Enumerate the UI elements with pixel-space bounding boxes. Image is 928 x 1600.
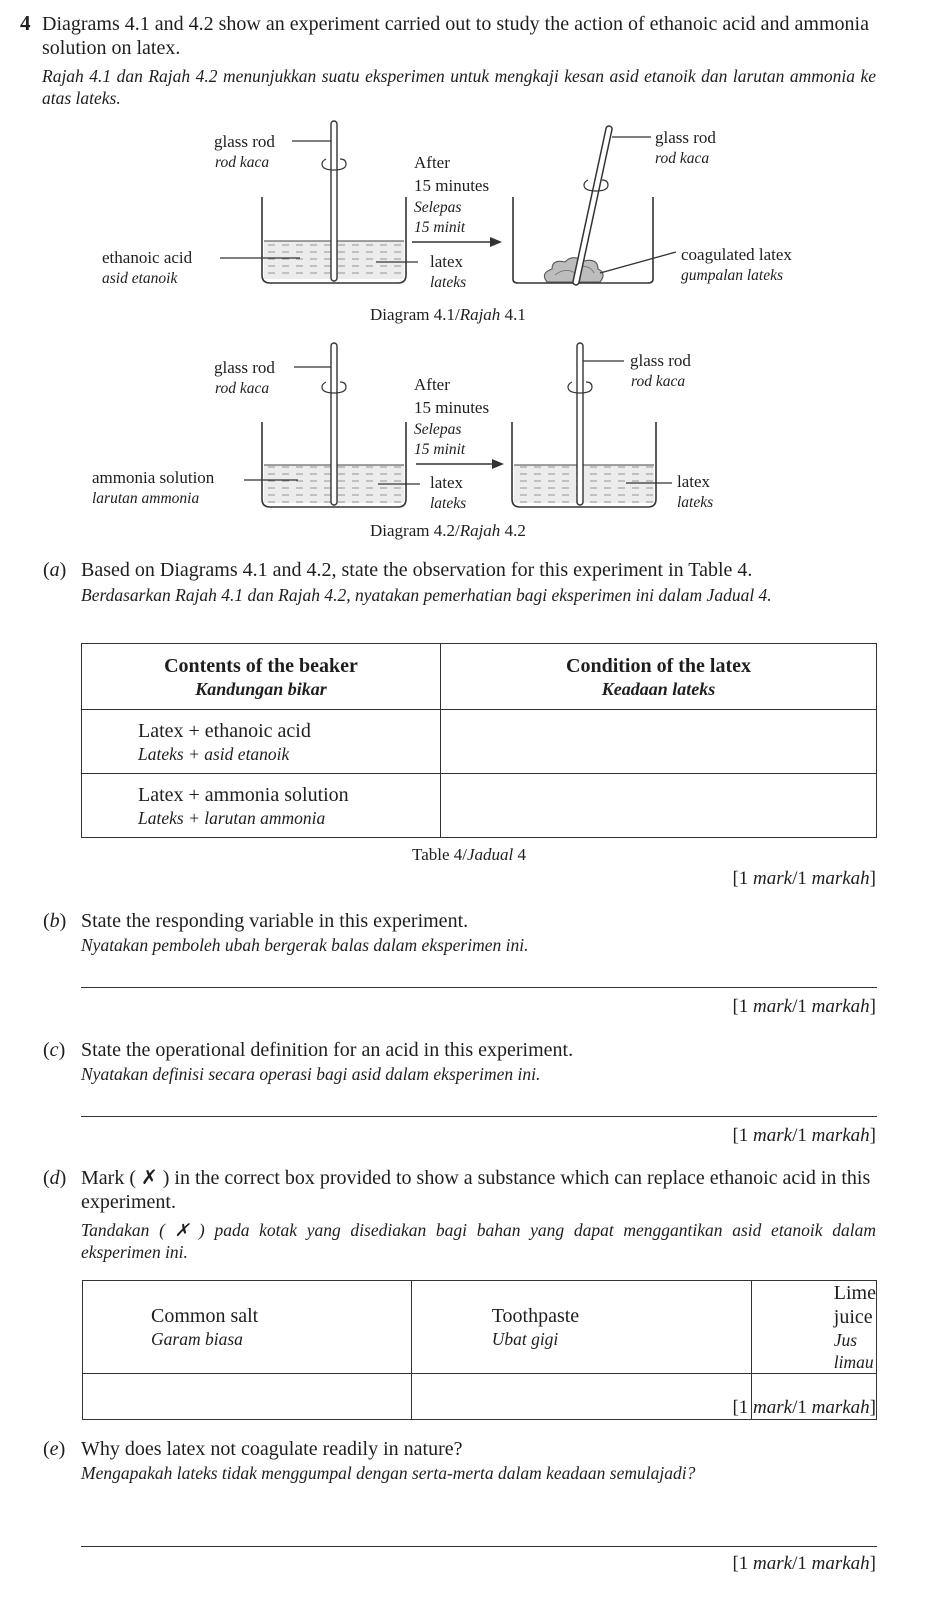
option-lime-juice-label: Lime juice Jus limau [751, 1281, 876, 1374]
part-d-label: (d) [43, 1167, 67, 1189]
label-solution-ms: larutan ammonia [92, 490, 200, 507]
glass-rod-right-tilted [576, 129, 609, 282]
part-b-answer-line[interactable] [81, 987, 877, 988]
label-glass-rod-right-ms: rod kaca [631, 373, 686, 390]
part-b-label: (b) [43, 910, 67, 932]
label-solution-en: ammonia solution [92, 468, 215, 487]
label-result-en: latex [677, 472, 711, 491]
label-latex-en: latex [430, 473, 464, 492]
part-a-label: (a) [43, 559, 67, 581]
table-row [82, 710, 877, 774]
part-b-question-en: State the responding variable in this experiment. [81, 910, 469, 932]
table-row [82, 774, 877, 838]
part-d-question-ms: Tandakan ( ✗ ) pada kotak yang disediakan bagi bahan yang dapat menggantikan asid etanoik dalam eksperimen ini. [81, 1220, 876, 1262]
label-result-ms: lateks [677, 494, 714, 511]
row-contents: Latex + ammonia solution Lateks + larutan ammonia [82, 774, 441, 838]
label-after-en-2: 15 minutes [414, 176, 490, 195]
header-contents: Contents of the beaker Kandungan bikar [82, 644, 441, 710]
label-after-ms-1: Selepas [414, 199, 462, 216]
part-b-mark: [1 mark/1 markah] [732, 996, 876, 1017]
diagram-4-2-caption: Diagram 4.2/Rajah 4.2 [370, 521, 526, 540]
label-glass-rod-left-ms: rod kaca [215, 380, 270, 397]
part-e-label: (e) [43, 1438, 66, 1460]
checkbox-toothpaste[interactable] [411, 1374, 751, 1420]
diagram-4-1-caption: Diagram 4.1/Rajah 4.1 [370, 305, 526, 324]
label-after-ms-1: Selepas [414, 421, 462, 438]
label-glass-rod-right-en: glass rod [630, 351, 691, 370]
label-latex-en: latex [430, 252, 464, 271]
answer-cell-ethanoic[interactable] [441, 710, 877, 774]
question-number: 4 [20, 11, 31, 35]
question-intro-ms: Rajah 4.1 dan Rajah 4.2 menunjukkan suatu eksperimen untuk mengkaji kesan asid etanoik dan larutan ammonia ke atas lateks. [42, 66, 876, 108]
label-after-en-2: 15 minutes [414, 398, 490, 417]
glass-rod-left [331, 121, 337, 281]
part-e-answer-line[interactable] [81, 1546, 877, 1547]
answer-cell-ammonia[interactable] [441, 774, 877, 838]
label-latex-ms: lateks [430, 495, 467, 512]
label-after-en-1: After [414, 375, 450, 394]
part-c-question-en: State the operational definition for an acid in this experiment. [81, 1039, 574, 1061]
arrow-head-icon [490, 237, 502, 247]
label-glass-rod-right-ms: rod kaca [655, 150, 710, 167]
label-solution-ms: asid etanoik [102, 270, 178, 287]
part-e-question-en: Why does latex not coagulate readily in nature? [81, 1438, 463, 1460]
label-after-ms-2: 15 minit [414, 219, 466, 236]
label-glass-rod-left-en: glass rod [214, 358, 275, 377]
part-c-mark: [1 mark/1 markah] [732, 1125, 876, 1146]
part-d-question-en: Mark ( ✗ ) in the correct box provided to show a substance which can replace ethanoic acid in this experiment. [81, 1167, 871, 1213]
diagram-4-1 [0, 115, 928, 330]
label-result-ms: gumpalan lateks [681, 267, 784, 284]
part-c-answer-line[interactable] [81, 1116, 877, 1117]
option-common-salt-label: Common salt Garam biasa [83, 1281, 412, 1374]
option-toothpaste-label: Toothpaste Ubat gigi [411, 1281, 751, 1374]
part-e-question-ms: Mengapakah lateks tidak menggumpal dengan serta-merta dalam keadaan semulajadi? [81, 1463, 696, 1483]
row-contents: Latex + ethanoic acid Lateks + asid etanoik [82, 710, 441, 774]
table-4-caption: Table 4/Jadual 4 [412, 845, 527, 864]
part-a-question-en: Based on Diagrams 4.1 and 4.2, state the observation for this experiment in Table 4. [81, 559, 753, 581]
label-glass-rod-right-en: glass rod [655, 128, 716, 147]
diagram-4-2 [0, 337, 928, 547]
arrow-head-icon [492, 459, 504, 469]
question-intro-en: Diagrams 4.1 and 4.2 show an experiment carried out to study the action of ethanoic acid and ammonia solution on latex. [42, 13, 869, 59]
part-c-label: (c) [43, 1039, 66, 1061]
header-condition: Condition of the latex Keadaan lateks [441, 644, 877, 710]
label-solution-en: ethanoic acid [102, 248, 193, 267]
part-d-mark: [1 mark/1 markah] [732, 1397, 876, 1418]
label-latex-ms: lateks [430, 274, 467, 291]
label-glass-rod-left-ms: rod kaca [215, 154, 270, 171]
label-result-en: coagulated latex [681, 245, 792, 264]
checkbox-common-salt[interactable] [83, 1374, 412, 1420]
part-b-question-ms: Nyatakan pemboleh ubah bergerak balas dalam eksperimen ini. [81, 935, 529, 955]
observation-table [81, 643, 877, 838]
part-e-mark: [1 mark/1 markah] [732, 1553, 876, 1574]
glass-rod-right [577, 343, 583, 505]
label-after-ms-2: 15 minit [414, 441, 466, 458]
label-glass-rod-left-en: glass rod [214, 132, 275, 151]
part-a-question-ms: Berdasarkan Rajah 4.1 dan Rajah 4.2, nyatakan pemerhatian bagi eksperimen ini dalam Jadual 4. [81, 585, 772, 605]
part-c-question-ms: Nyatakan definisi secara operasi bagi asid dalam eksperimen ini. [81, 1064, 541, 1084]
label-after-en-1: After [414, 153, 450, 172]
glass-rod-left [331, 343, 337, 505]
part-a-mark: [1 mark/1 markah] [732, 868, 876, 889]
